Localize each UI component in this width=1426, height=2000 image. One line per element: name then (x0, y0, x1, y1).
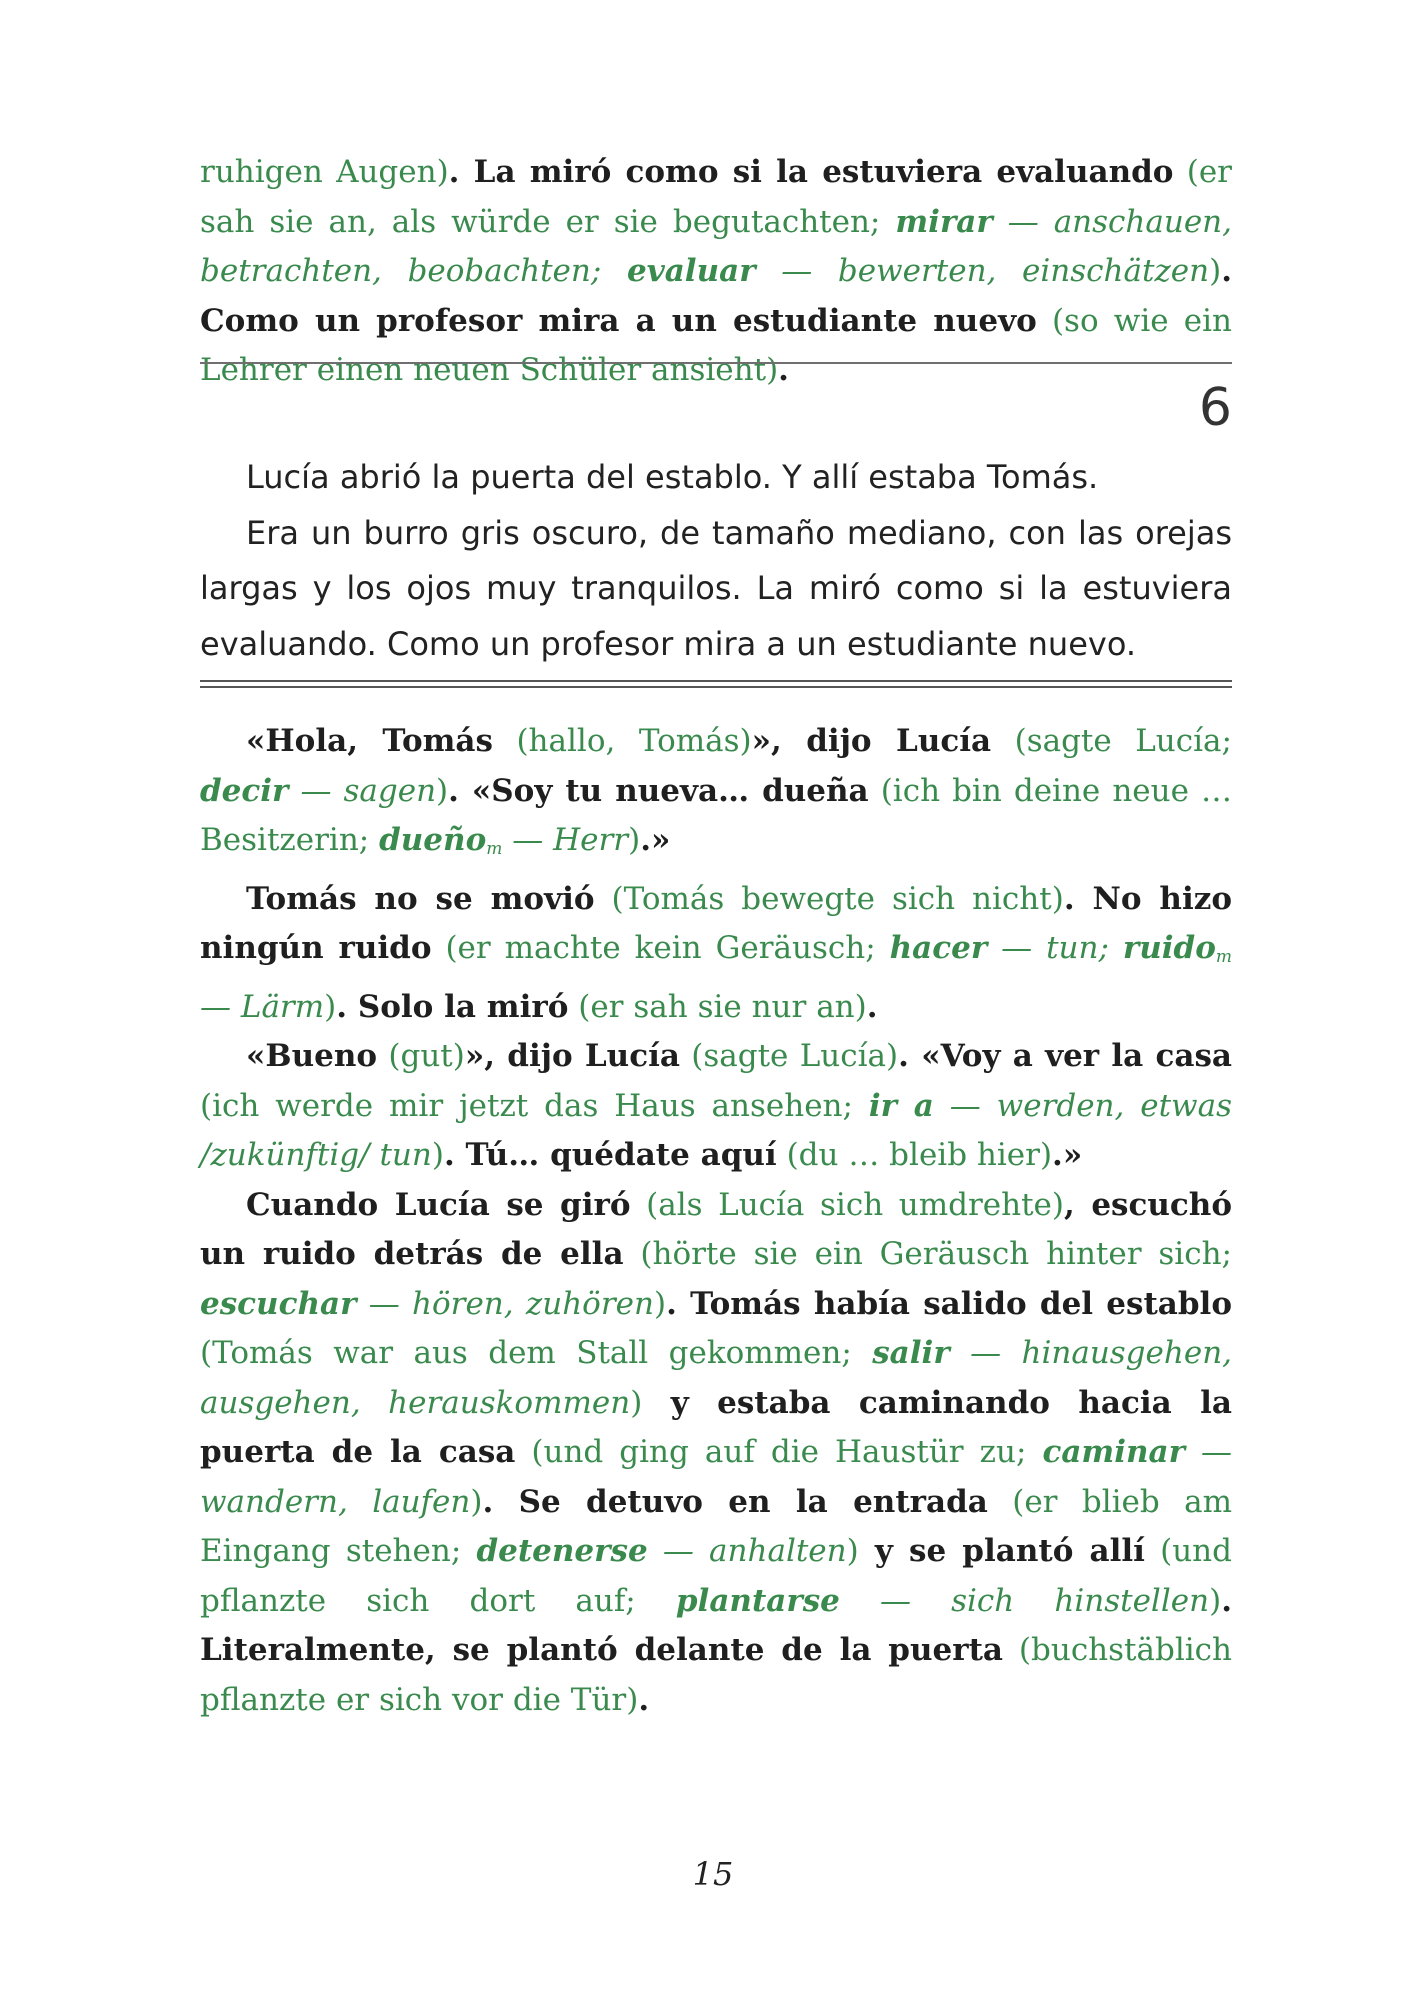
spanish-text: . Literalmente, se plantó delante de la puerta (200, 1582, 1232, 1668)
german-gloss: salir (872, 1335, 950, 1371)
german-gloss: evaluar (626, 253, 756, 289)
spanish-text: . Tomás había salido del establo (666, 1285, 1233, 1322)
german-gloss: ruido (1122, 930, 1216, 966)
german-gloss: ) (653, 1285, 667, 1322)
german-gloss: detenerse (476, 1533, 648, 1569)
german-gloss: ) (628, 822, 641, 858)
spanish-text: «Bueno (246, 1038, 378, 1074)
german-gloss: dueño (379, 822, 487, 858)
german-gloss: — Lärm (200, 988, 325, 1025)
german-gloss: — anhalten (647, 1533, 847, 1569)
german-gloss: (sagte Lucía) (679, 1038, 899, 1074)
german-gloss: (und ging auf die Haustür zu; (515, 1434, 1043, 1470)
german-gloss: — hinausgehen, ausgehen, herauskommen (200, 1335, 1233, 1421)
german-gloss: (und pflanzte sich dort auf; (200, 1533, 1232, 1619)
german-gloss: (er sah sie nur an) (568, 988, 867, 1025)
german-gloss: ) (470, 1483, 483, 1520)
spanish-text: .» (640, 822, 671, 858)
spanish-text: . «Voy a ver la casa (898, 1038, 1233, 1074)
german-gloss: (ich werde mir jetzt das Haus ansehen; (200, 1087, 869, 1124)
german-gloss: — anschauen, betrachten, beobachten; (200, 203, 1232, 289)
german-gloss: (sagte Lucía; (991, 723, 1232, 759)
german-gloss: mirar (895, 203, 993, 240)
german-gloss: (buchstäblich pflanzte er sich vor die Tür) (200, 1632, 1232, 1718)
spanish-text: . (866, 988, 878, 1025)
german-gloss: ) (324, 988, 337, 1025)
annotated-paragraph (200, 1181, 1232, 1726)
gender-marker: m (1215, 947, 1232, 967)
top-paragraph (200, 148, 1232, 396)
german-gloss: ) (1209, 1582, 1222, 1619)
spanish-text: . «Soy tu nueva… dueña (448, 772, 869, 809)
german-gloss: (er machte kein Geräusch; (431, 930, 890, 966)
annotated-paragraph (200, 717, 1232, 875)
german-gloss: ) (431, 1137, 444, 1173)
spanish-text: . Solo la miró (336, 988, 569, 1025)
original-paragraph-2: Era un burro gris oscuro, de tamaño mediano, con las orejas largas y los ojos muy tranquilos. La miró como si la estuviera evaluando. Como un profesor mira a un estudiante nuevo. (200, 513, 1232, 663)
spanish-text: . (778, 352, 789, 388)
page-number: 15 (692, 1855, 734, 1893)
top-text-block (200, 148, 1232, 396)
gender-marker: m (486, 839, 503, 859)
german-gloss: (Tomás bewegte sich nicht) (594, 880, 1064, 917)
german-gloss: (Tomás war aus dem Stall gekommen; (200, 1335, 873, 1371)
spanish-text: . (638, 1681, 650, 1718)
spanish-text: y se plantó allí (858, 1533, 1145, 1569)
spanish-text: . No hizo ningún ruido (200, 880, 1232, 966)
section-divider (200, 362, 1232, 364)
german-gloss: (du … bleib hier) (776, 1137, 1053, 1173)
german-gloss: (er sah sie an, als würde er sie begutachten; (200, 154, 1232, 240)
german-gloss: — sagen (288, 772, 437, 809)
german-gloss: (ich bin deine neue … Besitzerin; (200, 772, 1232, 858)
german-gloss: — bewerten, einschätzen (755, 253, 1210, 289)
german-gloss: — wandern, laufen (200, 1434, 1232, 1520)
german-gloss: — werden, etwas /zukünftig/ tun (200, 1087, 1232, 1173)
spanish-text: . Como un profesor mira a un estudiante nuevo (200, 253, 1233, 339)
annotated-paragraph (200, 1032, 1232, 1181)
spanish-text: », dijo Lucía (751, 723, 992, 759)
german-gloss: escuchar (200, 1285, 357, 1322)
spanish-text: «Hola, Tomás (246, 723, 493, 759)
german-gloss: ) (1209, 253, 1222, 289)
spanish-text: .» (1052, 1137, 1083, 1173)
german-gloss: (so wie ein Lehrer einen neuen Schüler ansieht) (200, 302, 1232, 388)
spanish-text: La miró como si la estuviera evaluando (473, 154, 1174, 190)
original-paragraph-1: Lucía abrió la puerta del establo. Y allí estaba Tomás. (246, 458, 1099, 496)
double-divider (200, 680, 1232, 688)
spanish-text: . (448, 154, 474, 190)
german-gloss: (als Lucía sich umdrehte) (630, 1186, 1064, 1223)
german-gloss: — hören, zuhören (356, 1285, 654, 1322)
annotated-text-block (200, 717, 1232, 1725)
spanish-text: Cuando Lucía se giró (246, 1186, 631, 1223)
german-gloss: ) (846, 1533, 859, 1569)
german-gloss: caminar (1042, 1434, 1185, 1470)
german-gloss: ruhigen Augen) (200, 154, 449, 190)
spanish-text: y estaba caminando hacia la puerta de la casa (200, 1384, 1232, 1470)
german-gloss: decir (200, 772, 289, 809)
german-gloss: ) (436, 772, 449, 809)
section-number: 6 (1198, 378, 1232, 438)
spanish-text: . Tú… quédate aquí (443, 1137, 777, 1173)
german-gloss: (er blieb am Eingang stehen; (200, 1483, 1233, 1569)
german-gloss: hacer (889, 930, 988, 966)
german-gloss: (gut) (377, 1038, 465, 1074)
german-gloss: (hörte sie ein Geräusch hinter sich; (623, 1236, 1232, 1272)
spanish-text: . Se detuvo en la entrada (482, 1483, 988, 1520)
annotated-paragraph (200, 875, 1232, 1033)
spanish-text: », dijo Lucía (464, 1038, 680, 1074)
german-gloss: — tun; (987, 930, 1123, 966)
original-text-block (200, 450, 1232, 672)
spanish-text: , escuchó un ruido detrás de ella (200, 1186, 1233, 1272)
spanish-text: Tomás no se movió (246, 880, 595, 917)
german-gloss: plantarse (675, 1582, 840, 1619)
german-gloss: — sich hinstellen (839, 1582, 1210, 1619)
german-gloss: — Herr (502, 822, 629, 858)
german-gloss: (hallo, Tomás) (492, 723, 752, 759)
german-gloss: ir a (868, 1087, 934, 1124)
german-gloss: ) (630, 1384, 643, 1421)
